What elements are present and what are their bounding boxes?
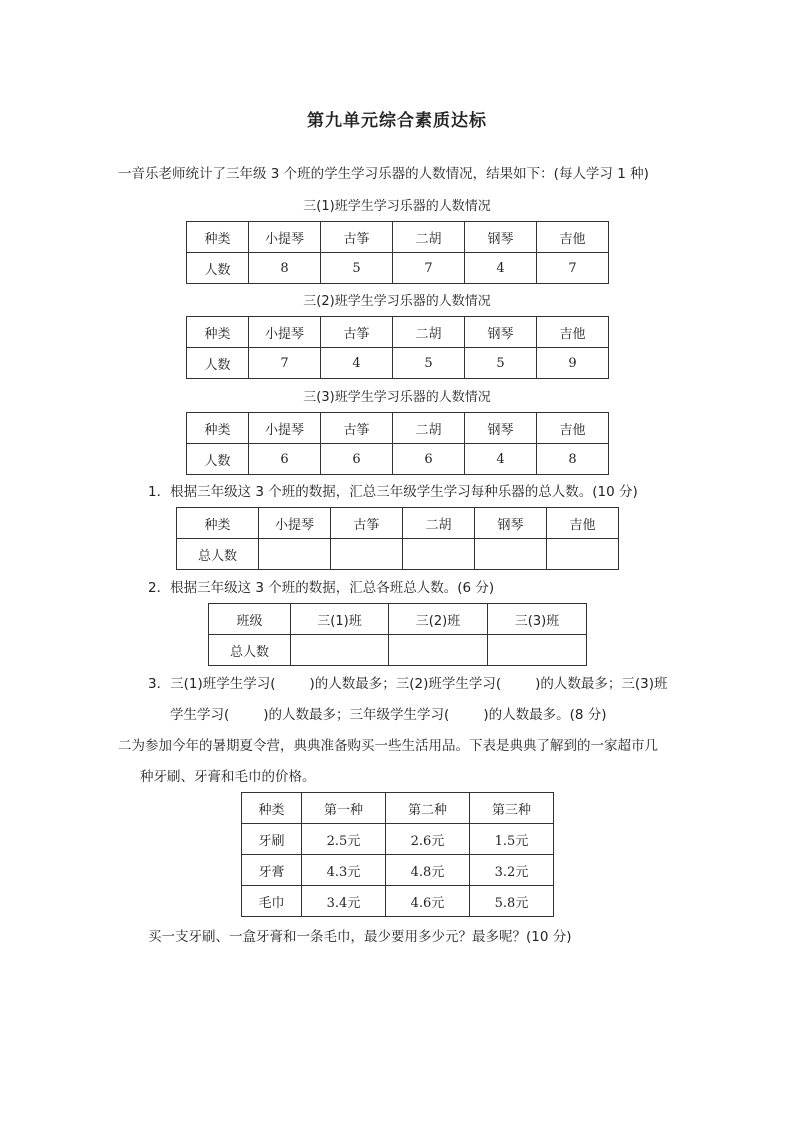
table-row [242, 886, 554, 917]
table-cell: 吉他 [537, 317, 609, 348]
table-cell: 小提琴 [249, 222, 321, 253]
table-row [187, 348, 609, 379]
class2-table-caption: 三(2)班学生学习乐器的人数情况 [303, 294, 491, 309]
table-cell: 种类 [187, 317, 249, 348]
class1-table-caption: 三(1)班学生学习乐器的人数情况 [303, 199, 491, 214]
q3-text: )的人数最多；三(3)班 [535, 676, 668, 692]
table-cell: 3.4元 [302, 886, 386, 917]
answer-cell[interactable] [291, 635, 389, 666]
table-row [209, 635, 587, 666]
table-cell: 4.6元 [386, 886, 470, 917]
answer-cell[interactable] [389, 635, 488, 666]
question-3-line-2 [170, 706, 607, 724]
table-cell: 牙刷 [242, 824, 302, 855]
class3-instrument-table [186, 412, 609, 475]
table-cell: 二胡 [393, 317, 465, 348]
table-cell: 吉他 [537, 413, 609, 444]
table-cell: 7 [249, 348, 321, 379]
table-cell: 班级 [209, 604, 291, 635]
q2-class-total-table [208, 603, 587, 666]
answer-cell[interactable] [475, 539, 547, 570]
table-cell: 古筝 [331, 508, 403, 539]
table-cell: 古筝 [321, 317, 393, 348]
section1-intro: 一音乐老师统计了三年级 3 个班的学生学习乐器的人数情况，结果如下：(每人学习 1 种) [118, 166, 649, 182]
table-header-row [187, 413, 609, 444]
table-cell: 2.5元 [302, 824, 386, 855]
table-cell: 3.2元 [470, 855, 554, 886]
q3-text: 3．三(1)班学生学习( [148, 676, 276, 692]
table-cell: 第二种 [386, 793, 470, 824]
table-cell: 牙膏 [242, 855, 302, 886]
table-cell: 钢琴 [475, 508, 547, 539]
table-header-row [177, 508, 619, 539]
table-header-row [187, 317, 609, 348]
table-cell: 5 [465, 348, 537, 379]
table-cell: 人数 [187, 444, 249, 475]
table-cell: 4 [321, 348, 393, 379]
table-cell: 古筝 [321, 413, 393, 444]
table-cell: 毛巾 [242, 886, 302, 917]
table-cell: 总人数 [209, 635, 291, 666]
answer-cell[interactable] [403, 539, 475, 570]
table-cell: 三(3)班 [488, 604, 587, 635]
table-row [187, 444, 609, 475]
table-cell: 4.3元 [302, 855, 386, 886]
table-cell: 第三种 [470, 793, 554, 824]
table-cell: 三(2)班 [389, 604, 488, 635]
table-cell: 7 [537, 253, 609, 284]
section2-question: 买一支牙刷、一盒牙膏和一条毛巾，最少要用多少元？最多呢？(10 分) [148, 929, 572, 945]
table-header-row [187, 222, 609, 253]
table-cell: 钢琴 [465, 317, 537, 348]
page-title: 第九单元综合素质达标 [307, 111, 487, 131]
table-cell: 种类 [177, 508, 259, 539]
table-cell: 小提琴 [249, 413, 321, 444]
table-cell: 5 [321, 253, 393, 284]
section2-intro-line-1: 二为参加今年的暑期夏令营，典典准备购买一些生活用品。下表是典典了解到的一家超市几 [118, 738, 658, 754]
table-cell: 4.8元 [386, 855, 470, 886]
table-cell: 钢琴 [465, 222, 537, 253]
table-cell: 人数 [187, 348, 249, 379]
table-cell: 小提琴 [259, 508, 331, 539]
table-cell: 1.5元 [470, 824, 554, 855]
answer-cell[interactable] [331, 539, 403, 570]
answer-cell[interactable] [488, 635, 587, 666]
q3-text: )的人数最多；三年级学生学习( [263, 707, 450, 723]
table-cell: 三(1)班 [291, 604, 389, 635]
q3-text: )的人数最多；三(2)班学生学习( [309, 676, 502, 692]
question-3-line-1 [148, 675, 668, 693]
table-cell: 二胡 [403, 508, 475, 539]
table-cell: 二胡 [393, 413, 465, 444]
table-cell: 2.6元 [386, 824, 470, 855]
q3-text: )的人数最多。(8 分) [483, 707, 607, 723]
question-2-text: 2．根据三年级这 3 个班的数据，汇总各班总人数。(6 分) [148, 580, 495, 596]
table-cell: 种类 [187, 413, 249, 444]
table-cell: 古筝 [321, 222, 393, 253]
table-cell: 4 [465, 444, 537, 475]
table-cell: 人数 [187, 253, 249, 284]
table-cell: 总人数 [177, 539, 259, 570]
table-cell: 二胡 [393, 222, 465, 253]
table-cell: 第一种 [302, 793, 386, 824]
table-cell: 吉他 [537, 222, 609, 253]
table-row [187, 253, 609, 284]
q3-text: 学生学习( [170, 707, 230, 723]
price-table [241, 792, 554, 917]
answer-cell[interactable] [547, 539, 619, 570]
table-row [242, 824, 554, 855]
class1-instrument-table [186, 221, 609, 284]
table-cell: 7 [393, 253, 465, 284]
table-cell: 8 [537, 444, 609, 475]
section2-intro-line-2: 种牙刷、牙膏和毛巾的价格。 [140, 769, 316, 785]
table-cell: 5 [393, 348, 465, 379]
answer-cell[interactable] [259, 539, 331, 570]
table-row [242, 855, 554, 886]
table-cell: 种类 [187, 222, 249, 253]
question-1-text: 1．根据三年级这 3 个班的数据，汇总三年级学生学习每种乐器的总人数。(10 分) [148, 484, 638, 500]
table-cell: 6 [393, 444, 465, 475]
table-cell: 种类 [242, 793, 302, 824]
table-cell: 4 [465, 253, 537, 284]
table-cell: 9 [537, 348, 609, 379]
table-header-row [209, 604, 587, 635]
table-cell: 8 [249, 253, 321, 284]
class2-instrument-table [186, 316, 609, 379]
table-row [177, 539, 619, 570]
class3-table-caption: 三(3)班学生学习乐器的人数情况 [303, 390, 491, 405]
table-cell: 6 [321, 444, 393, 475]
q1-total-table [176, 507, 619, 570]
table-cell: 吉他 [547, 508, 619, 539]
table-cell: 钢琴 [465, 413, 537, 444]
table-cell: 小提琴 [249, 317, 321, 348]
table-cell: 6 [249, 444, 321, 475]
table-cell: 5.8元 [470, 886, 554, 917]
table-header-row [242, 793, 554, 824]
